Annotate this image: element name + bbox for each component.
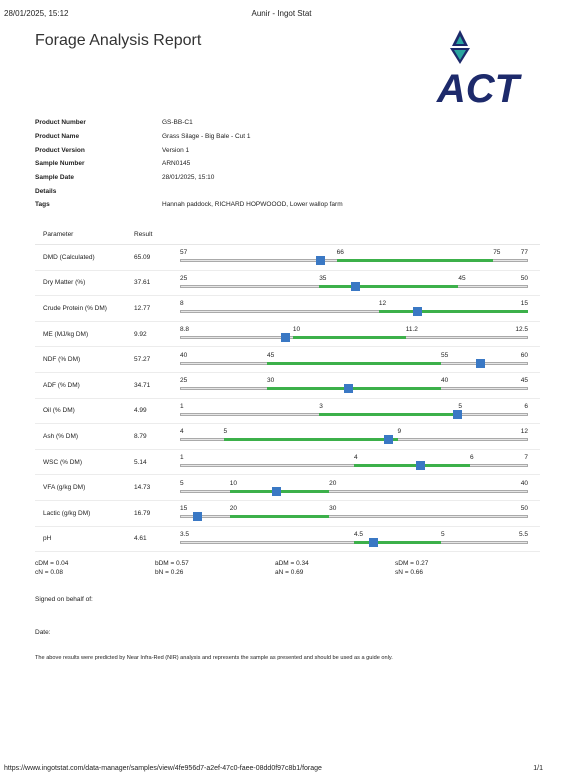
gauge-target-range — [293, 336, 406, 339]
gauge-target-range — [379, 310, 528, 313]
table-header — [35, 224, 540, 245]
gauge-target-range — [337, 259, 494, 262]
parameter-name: ME (MJ/kg DM) — [43, 330, 89, 338]
gauge-tick-label: 50 — [520, 505, 528, 513]
range-gauge — [180, 322, 528, 346]
detail-label: Details — [35, 187, 57, 195]
range-gauge — [180, 271, 528, 295]
svg-text:ACT: ACT — [436, 67, 520, 108]
detail-row — [35, 171, 343, 185]
parameter-result: 5.14 — [134, 458, 147, 466]
range-gauge — [180, 348, 528, 372]
gauge-tick-label: 6 — [524, 402, 528, 410]
detail-value: Grass Silage - Big Bale - Cut 1 — [162, 133, 251, 141]
act-logo — [412, 28, 542, 108]
result-marker — [416, 461, 425, 470]
gauge-tick-label: 25 — [180, 377, 188, 385]
footer-page-number: 1/1 — [533, 765, 543, 772]
detail-value: 28/01/2025, 15:10 — [162, 174, 215, 182]
table-row — [35, 271, 540, 297]
gauge-tick-label: 40 — [520, 479, 528, 487]
gauge-tick-label: 4 — [354, 454, 358, 462]
detail-value: GS-BB-C1 — [162, 119, 193, 127]
parameter-name: NDF (% DM) — [43, 356, 81, 364]
result-marker — [316, 256, 325, 265]
parameter-name: DMD (Calculated) — [43, 253, 95, 261]
parameter-result: 34.71 — [134, 381, 151, 389]
detail-row — [35, 130, 343, 144]
analysis-table — [35, 224, 540, 552]
gauge-tick-label: 1 — [180, 454, 184, 462]
gauge-tick-label: 5 — [458, 402, 463, 410]
range-gauge — [180, 373, 528, 397]
parameter-result: 4.99 — [134, 407, 147, 415]
gauge-tick-label: 5.5 — [518, 530, 528, 538]
gauge-tick-label: 3 — [319, 402, 323, 410]
gauge-tick-label: 15 — [520, 300, 528, 308]
parameter-name: Ash (% DM) — [43, 432, 79, 440]
gauge-tick-label: 25 — [180, 274, 188, 282]
detail-label: Product Name — [35, 133, 80, 141]
stat-value: aN = 0.69 — [275, 569, 304, 576]
range-gauge — [180, 424, 528, 448]
parameter-result: 8.79 — [134, 432, 147, 440]
detail-label: Sample Date — [35, 174, 75, 182]
stat-value: cDM = 0.04 — [35, 560, 69, 567]
stat-value: sDM = 0.27 — [395, 560, 429, 567]
footer-url: https://www.ingotstat.com/data-manager/samples/view/4fe956d7-a2ef-47c0-faee-08dd0f97c8b1/forage — [4, 765, 322, 772]
parameter-name: Dry Matter (%) — [43, 279, 86, 287]
gauge-tick-label: 3.5 — [180, 530, 190, 538]
range-gauge — [180, 399, 528, 423]
gauge-target-range — [354, 541, 441, 544]
gauge-target-range — [224, 438, 398, 441]
print-timestamp: 28/01/2025, 15:12 — [4, 9, 69, 18]
parameter-name: Oil (% DM) — [43, 407, 75, 415]
detail-label: Sample Number — [35, 160, 85, 168]
parameter-name: pH — [43, 535, 52, 543]
parameter-result: 37.61 — [134, 279, 151, 287]
detail-value: Hannah paddock, RICHARD HOPWOOOD, Lower wallop farm — [162, 201, 343, 209]
gauge-tick-label: 5 — [441, 530, 445, 538]
detail-value: Version 1 — [162, 146, 190, 154]
header-result: Result — [134, 230, 153, 238]
table-row — [35, 296, 540, 322]
result-marker — [344, 384, 353, 393]
parameter-name: ADF (% DM) — [43, 381, 80, 389]
table-row — [35, 450, 540, 476]
gauge-tick-label: 30 — [329, 505, 337, 513]
gauge-tick-label: 8 — [180, 300, 184, 308]
range-gauge — [180, 450, 528, 474]
gauge-tick-label: 40 — [441, 377, 449, 385]
gauge-tick-label: 5 — [180, 479, 184, 487]
result-marker — [476, 359, 485, 368]
stat-value: aDM = 0.34 — [275, 560, 309, 567]
gauge-tick-label: 45 — [520, 377, 528, 385]
table-row — [35, 527, 540, 553]
print-page-title: Aunir - Ingot Stat — [251, 9, 312, 18]
gauge-tick-label: 45 — [458, 274, 466, 282]
range-gauge — [180, 527, 528, 551]
gauge-target-range — [230, 515, 329, 518]
result-marker — [369, 538, 378, 547]
sample-details — [35, 116, 343, 212]
table-row — [35, 399, 540, 425]
range-gauge — [180, 296, 528, 320]
detail-label: Tags — [35, 201, 50, 209]
gauge-tick-label: 10 — [229, 479, 237, 487]
parameter-result: 16.79 — [134, 509, 151, 517]
gauge-tick-label: 45 — [267, 351, 275, 359]
parameter-name: WSC (% DM) — [43, 458, 82, 466]
table-row — [35, 347, 540, 373]
signed-label: Signed on behalf of: — [35, 596, 93, 603]
gauge-tick-label: 57 — [180, 249, 188, 257]
result-marker — [272, 487, 281, 496]
result-marker — [453, 410, 462, 419]
gauge-tick-label: 10 — [292, 326, 301, 334]
parameter-result: 14.73 — [134, 484, 151, 492]
gauge-tick-label: 1 — [180, 402, 184, 410]
result-marker — [281, 333, 290, 342]
gauge-target-range — [319, 413, 458, 416]
gauge-tick-label: 12 — [378, 300, 387, 308]
gauge-tick-label: 40 — [180, 351, 188, 359]
gauge-tick-label: 20 — [329, 479, 337, 487]
stat-value: bN = 0.26 — [155, 569, 184, 576]
parameter-result: 4.61 — [134, 535, 147, 543]
detail-label: Product Number — [35, 119, 86, 127]
gauge-tick-label: 11.2 — [405, 326, 418, 334]
gauge-tick-label: 35 — [319, 274, 327, 282]
detail-value: ARN0145 — [162, 160, 191, 168]
range-gauge — [180, 501, 528, 525]
gauge-tick-label: 15 — [180, 505, 188, 513]
result-marker — [413, 307, 422, 316]
gauge-tick-label: 6 — [470, 454, 474, 462]
gauge-tick-label: 20 — [229, 505, 237, 513]
range-gauge — [180, 245, 528, 269]
gauge-tick-label: 4 — [180, 428, 184, 436]
parameter-name: Crude Protein (% DM) — [43, 304, 107, 312]
range-gauge — [180, 476, 528, 500]
gauge-target-range — [267, 362, 441, 365]
parameter-result: 57.27 — [134, 356, 151, 364]
detail-row — [35, 143, 343, 157]
nir-disclaimer: The above results were predicted by Near Infra-Red (NIR) analysis and represents the sample as presented and should be used as a guide only. — [35, 655, 393, 661]
result-marker — [384, 435, 393, 444]
stat-value: cN = 0.08 — [35, 569, 64, 576]
result-marker — [351, 282, 360, 291]
gauge-target-range — [354, 464, 470, 467]
parameter-name: Lactic (g/kg DM) — [43, 509, 91, 517]
stat-value: sN = 0.66 — [395, 569, 424, 576]
table-row — [35, 322, 540, 348]
table-row — [35, 373, 540, 399]
gauge-tick-label: 75 — [493, 249, 501, 257]
detail-label: Product Version — [35, 146, 85, 154]
gauge-target-range — [267, 387, 441, 390]
table-row — [35, 475, 540, 501]
table-row — [35, 245, 540, 271]
gauge-tick-label: 30 — [267, 377, 275, 385]
table-row — [35, 424, 540, 450]
parameter-result: 9.92 — [134, 330, 147, 338]
stat-value: bDM = 0.57 — [155, 560, 189, 567]
gauge-tick-label: 12.5 — [515, 326, 528, 334]
gauge-tick-label: 50 — [520, 274, 528, 282]
result-marker — [193, 512, 202, 521]
date-label: Date: — [35, 629, 51, 636]
gauge-target-range — [319, 285, 458, 288]
parameter-result: 65.09 — [134, 253, 151, 261]
report-title: Forage Analysis Report — [35, 32, 202, 49]
gauge-tick-label: 60 — [520, 351, 528, 359]
gauge-tick-label: 77 — [520, 249, 528, 257]
gauge-tick-label: 66 — [336, 249, 344, 257]
table-row — [35, 501, 540, 527]
gauge-tick-label: 8.8 — [180, 326, 190, 334]
parameter-result: 12.77 — [134, 304, 151, 312]
degradability-stats — [35, 560, 515, 578]
detail-row — [35, 184, 343, 198]
gauge-tick-label: 12 — [520, 428, 528, 436]
header-parameter: Parameter — [43, 230, 74, 238]
parameter-name: VFA (g/kg DM) — [43, 484, 86, 492]
detail-row — [35, 116, 343, 130]
gauge-tick-label: 55 — [441, 351, 449, 359]
gauge-tick-label: 9 — [397, 428, 402, 436]
detail-row — [35, 198, 343, 212]
gauge-tick-label: 5 — [223, 428, 228, 436]
gauge-tick-label: 7 — [524, 454, 528, 462]
gauge-tick-label: 4.5 — [354, 530, 364, 538]
detail-row — [35, 157, 343, 171]
